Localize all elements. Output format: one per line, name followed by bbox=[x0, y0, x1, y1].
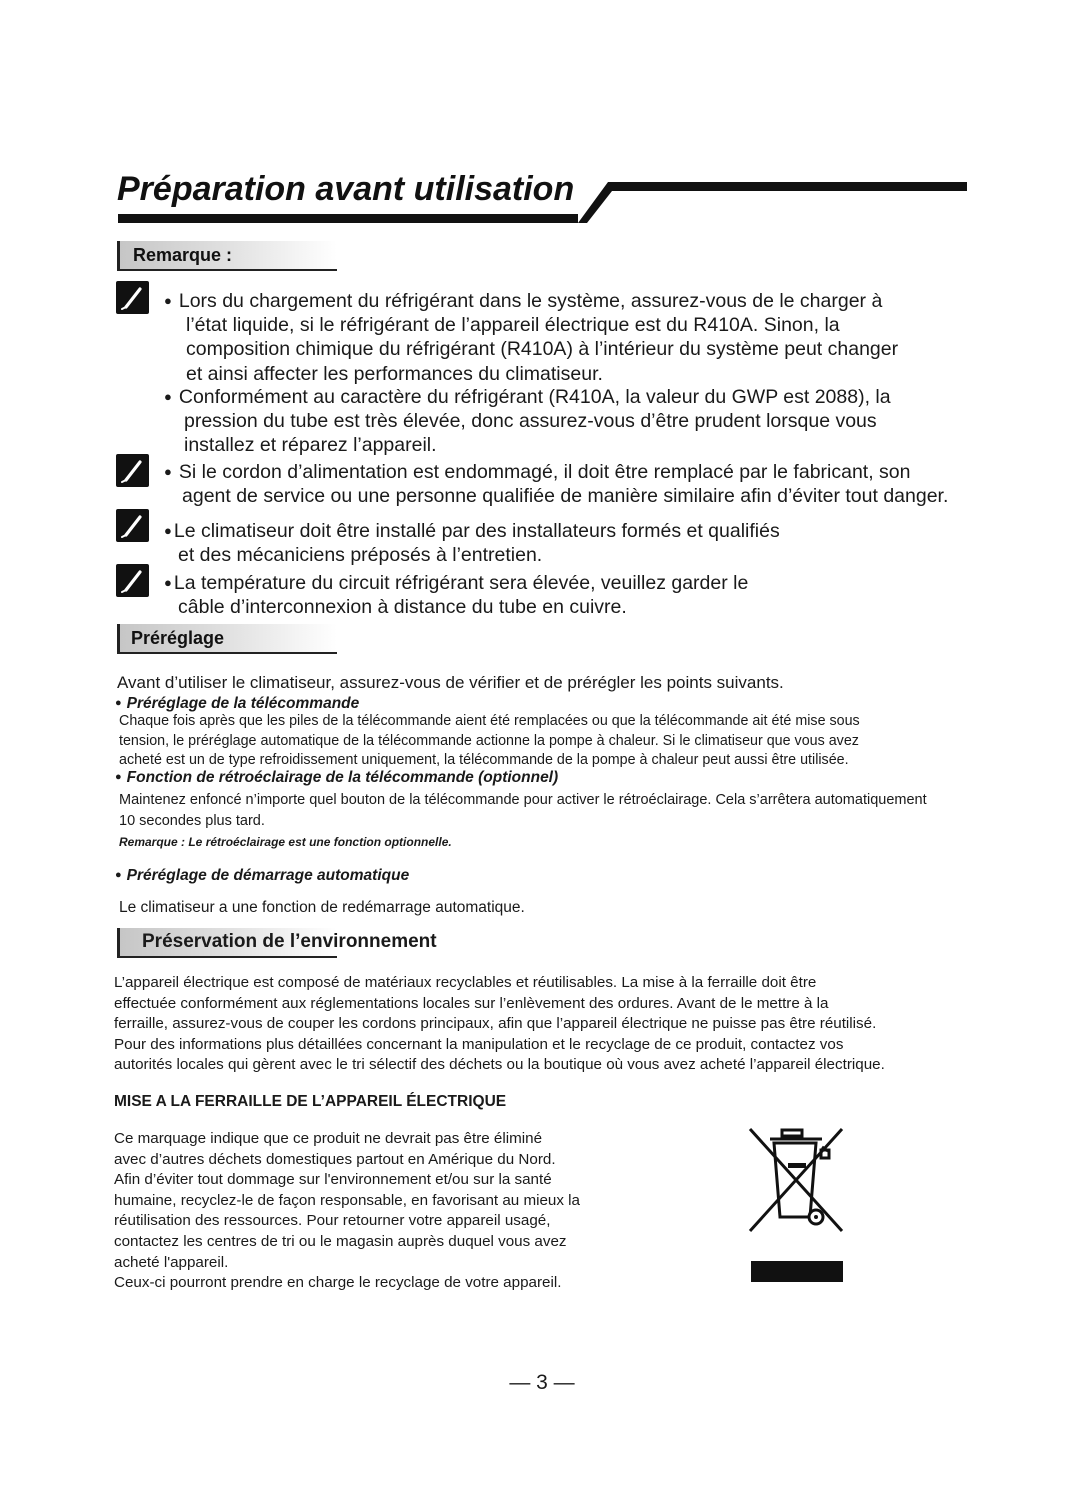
bullet-dot-icon: ● bbox=[115, 771, 122, 783]
remarque-item: ● Le climatiseur doit être installé par des installateurs formés et qualifiés et des mécaniciens préposés à l’entretien. bbox=[164, 520, 780, 567]
remarque-item: ● Conformément au caractère du réfrigérant (R410A, la valeur du GWP est 2088), la pression du tube est très élevée, donc assurez-vous d’être prudent lorsque vous installez et réparez l’appareil. bbox=[164, 386, 891, 457]
pencil-note-icon bbox=[116, 509, 149, 542]
disposal-heading: MISE A LA FERRAILLE DE L’APPAREIL ÉLECTRIQUE bbox=[114, 1093, 507, 1110]
subheading-backlight: ● Fonction de rétroéclairage de la télécommande (optionnel) bbox=[115, 769, 559, 786]
section-heading-remarque: Remarque : bbox=[117, 241, 337, 271]
environnement-text: L’appareil électrique est composé de matériaux recyclables et réutilisables. La mise à la ferraille doit être effectuée conformément aux réglementations locales sur l’enlèvement des ordures. Avant de le mettre à la ferraille, assurez-vous de couper les cordons principaux, afin que l’appareil électrique ne puisse pas être réutilisé. Pour des informations plus détaillées concernant la manipulation et le recyclage de ce produit, contactez vos autorités locales qui gèrent avec le tri sélectif des déchets ou la boutique où vous avez acheté l’appareil électrique. bbox=[114, 974, 885, 1074]
autostart-text: Le climatiseur a une fonction de redémarrage automatique. bbox=[119, 899, 525, 916]
pencil-note-icon bbox=[116, 564, 149, 597]
bullet-dot-icon: ● bbox=[164, 464, 172, 479]
prereglage-intro: Avant d’utiliser le climatiseur, assurez-vous de vérifier et de prérégler les points suivants. bbox=[117, 673, 784, 692]
page-number: — 3 — bbox=[509, 1371, 575, 1394]
section-heading-environnement: Préservation de l’environnement bbox=[117, 928, 337, 958]
subheading-remote-preset: ● Préréglage de la télécommande bbox=[115, 695, 360, 712]
page-title: Préparation avant utilisation bbox=[117, 170, 575, 208]
backlight-note: Remarque : Le rétroéclairage est une fonction optionnelle. bbox=[119, 835, 452, 849]
backlight-text: Maintenez enfoncé n’importe quel bouton de la télécommande pour activer le rétroéclairage. Cela s’arrêtera automatiquement 10 secondes plus tard. bbox=[119, 792, 927, 829]
disposal-text: Ce marquage indique que ce produit ne devrait pas être éliminé avec d’autres déchets domestiques partout en Amérique du Nord. Afin d’éviter tout dommage sur l'environnement et/ou sur la santé humaine, recyclez-le de façon responsable, en favorisant au mieux la réutilisation des ressources. Pour retourner votre appareil usagé, contactez les centres de tri ou le magasin auprès duquel vous avez acheté l'appareil. Ceux-ci pourront prendre en charge le recyclage de votre appareil. bbox=[114, 1130, 581, 1292]
bullet-dot-icon: ● bbox=[164, 575, 172, 590]
bullet-dot-icon: ● bbox=[164, 389, 172, 404]
remote-preset-text: Chaque fois après que les piles de la télécommande aient été remplacées ou que la télécommande ait été mise sous tension, le préréglage automatique de la télécommande actionne la pompe à chaleur. Si le climatiseur que vous avez acheté est un de type refroidissement uniquement, la télécommande de la pompe à chaleur peut aussi être utilisée. bbox=[119, 713, 860, 769]
remarque-item: ● La température du circuit réfrigérant sera élevée, veuillez garder le câble d’interconnexion à distance du tube en cuivre. bbox=[164, 572, 749, 619]
crossed-out-wheelie-bin-icon bbox=[748, 1127, 844, 1235]
section-heading-prereglage: Préréglage bbox=[117, 624, 337, 654]
pencil-note-icon bbox=[116, 454, 149, 487]
bullet-dot-icon: ● bbox=[115, 697, 122, 709]
remarque-item: ● Si le cordon d’alimentation est endommagé, il doit être remplacé par le fabricant, son agent de service ou une personne qualifiée de manière similaire afin d’éviter tout danger. bbox=[164, 461, 949, 508]
bullet-dot-icon: ● bbox=[164, 293, 172, 308]
pencil-note-icon bbox=[116, 281, 149, 314]
remarque-item: ● Lors du chargement du réfrigérant dans le système, assurez-vous de le charger à l’état liquide, si le réfrigérant de l’appareil électrique est du R410A. Sinon, la composition chimique du réfrigérant (R410A) à l’intérieur du système peut changer et ainsi affecter les performances du climatiseur. bbox=[164, 290, 899, 385]
weee-black-bar bbox=[751, 1261, 843, 1282]
bullet-dot-icon: ● bbox=[115, 869, 122, 881]
subheading-autostart: ● Préréglage de démarrage automatique bbox=[115, 867, 410, 884]
bullet-dot-icon: ● bbox=[164, 523, 172, 538]
